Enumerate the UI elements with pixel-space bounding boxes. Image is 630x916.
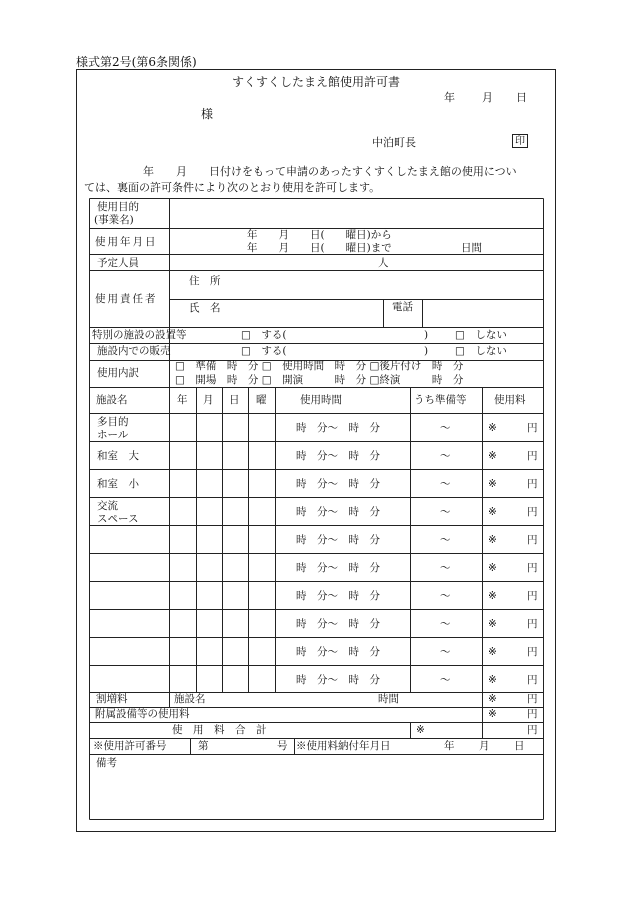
facility-time: 時 分〜 時 分 [296,562,380,574]
facility-prep: 〜 [440,562,451,574]
facility-name-line2: スペース [97,513,139,525]
facility-yen: 円 [527,646,538,658]
document-title: すくすくしたまえ館使用許可書 [232,75,401,89]
facility-yen: 円 [527,562,538,574]
purpose-sub-label: (事業名) [94,214,134,226]
special-no-option[interactable]: □ しない [455,329,507,341]
facility-yen: 円 [527,450,538,462]
facility-name: 和室 大 [97,450,139,462]
header-month: 月 [203,394,214,406]
form-number-label: 様式第2号(第6条関係) [76,55,197,69]
equipment-fee-mark: ※ [488,708,497,720]
facility-fee-mark: ※ [488,562,497,574]
surcharge-facility-label: 施設名 [174,693,206,705]
facility-time: 時 分〜 時 分 [296,534,380,546]
facility-time: 時 分〜 時 分 [296,590,380,602]
facility-prep: 〜 [440,674,451,686]
surcharge-yen: 円 [527,693,538,705]
paid-date-day: 日 [514,740,525,752]
permit-number-prefix: 第 [198,740,209,752]
total-yen: 円 [527,724,538,736]
header-day: 日 [229,394,240,406]
header-facility: 施設名 [96,394,128,406]
facility-name-line1: 交流 [97,500,118,512]
facility-prep: 〜 [440,646,451,658]
surcharge-label: 割増料 [96,693,128,705]
equipment-yen: 円 [527,708,538,720]
purpose-label: 使用目的 [97,201,139,213]
remarks-label: 備考 [96,757,117,769]
facility-time: 時 分〜 時 分 [296,674,380,686]
detail-line1: □ 準備 時 分 □ 使用時間 時 分 □後片付け 時 分 [175,360,464,372]
use-days-unit: 日間 [461,242,482,254]
facility-yen: 円 [527,506,538,518]
facility-yen: 円 [527,478,538,490]
sale-label: 施設内での販売 [97,345,171,357]
sale-yes-option[interactable]: □ する( [241,345,287,357]
facility-time: 時 分〜 時 分 [296,478,380,490]
facility-prep: 〜 [440,478,451,490]
facility-fee-mark: ※ [488,618,497,630]
special-facility-label: 特別の施設の設置等 [92,329,187,341]
facility-yen: 円 [527,618,538,630]
header-weekday: 曜 [256,394,267,406]
facility-name-line1: 多目的 [97,416,129,428]
intro-text-line1: 年 月 日付けをもって申請のあったすくすくしたまえ館の使用につい [143,165,517,178]
people-label: 予定人員 [97,257,139,269]
special-yes-option[interactable]: □ する( [241,329,287,341]
intro-text-line2: ては、裏面の許可条件により次のとおり使用を許可します。 [84,181,381,194]
facility-prep: 〜 [440,506,451,518]
seal-mark: 印 [512,134,528,148]
total-fee-mark: ※ [416,724,425,736]
facility-fee-mark: ※ [488,422,497,434]
facility-prep: 〜 [440,450,451,462]
detail-label: 使用内訳 [97,367,139,379]
surcharge-fee-mark: ※ [488,693,497,705]
phone-label: 電話 [392,301,413,313]
surcharge-time-label: 時間 [378,693,399,705]
facility-time: 時 分〜 時 分 [296,506,380,518]
facility-fee-mark: ※ [488,450,497,462]
header-year: 年 [177,394,188,406]
facility-time: 時 分〜 時 分 [296,646,380,658]
sale-no-option[interactable]: □ しない [455,345,507,357]
paid-date-label: ※使用料納付年月日 [296,740,391,752]
facility-prep: 〜 [440,590,451,602]
paid-date-month: 月 [479,740,490,752]
address-label: 住 所 [189,275,221,287]
name-label: 氏 名 [189,302,221,314]
facility-fee-mark: ※ [488,534,497,546]
facility-yen: 円 [527,674,538,686]
facility-name: 和室 小 [97,478,139,490]
special-paren-close: ) [424,329,429,341]
paid-date-year: 年 [444,740,455,752]
equipment-fee-label: 附属設備等の使用料 [95,708,190,720]
header-fee: 使用料 [494,394,526,406]
remarks-field[interactable] [90,772,543,818]
total-fee-label: 使 用 料 合 計 [172,724,267,736]
facility-time: 時 分〜 時 分 [296,422,380,434]
facility-prep: 〜 [440,618,451,630]
facility-prep: 〜 [440,534,451,546]
facility-fee-mark: ※ [488,478,497,490]
header-prep: うち準備等 [414,394,467,406]
facility-name-line2: ホール [97,429,129,441]
facility-yen: 円 [527,422,538,434]
facility-yen: 円 [527,590,538,602]
sale-paren-close: ) [424,345,429,357]
addressee-suffix: 様 [201,107,214,121]
people-unit: 人 [378,257,389,269]
permit-number-label: ※使用許可番号 [93,740,167,752]
facility-prep: 〜 [440,422,451,434]
permit-number-suffix: 号 [277,740,288,752]
use-date-from: 年 月 日( 曜日)から [247,229,392,241]
facility-fee-mark: ※ [488,674,497,686]
use-date-label: 使用年月日 [95,236,158,248]
facility-fee-mark: ※ [488,590,497,602]
facility-time: 時 分〜 時 分 [296,450,380,462]
issue-date-year: 年 [444,91,455,104]
header-time: 使用時間 [300,394,342,406]
use-date-to: 年 月 日( 曜日)まで [247,242,392,254]
facility-fee-mark: ※ [488,506,497,518]
purpose-field[interactable] [172,200,542,228]
issue-date-month: 月 [482,91,493,104]
manager-label: 使用責任者 [95,293,158,305]
issuer-name: 中泊町長 [372,136,416,149]
issue-date-day: 日 [516,91,527,104]
facility-time: 時 分〜 時 分 [296,618,380,630]
facility-fee-mark: ※ [488,646,497,658]
detail-line2: □ 開場 時 分 □ 開演 時 分 □終演 時 分 [175,374,464,386]
facility-yen: 円 [527,534,538,546]
